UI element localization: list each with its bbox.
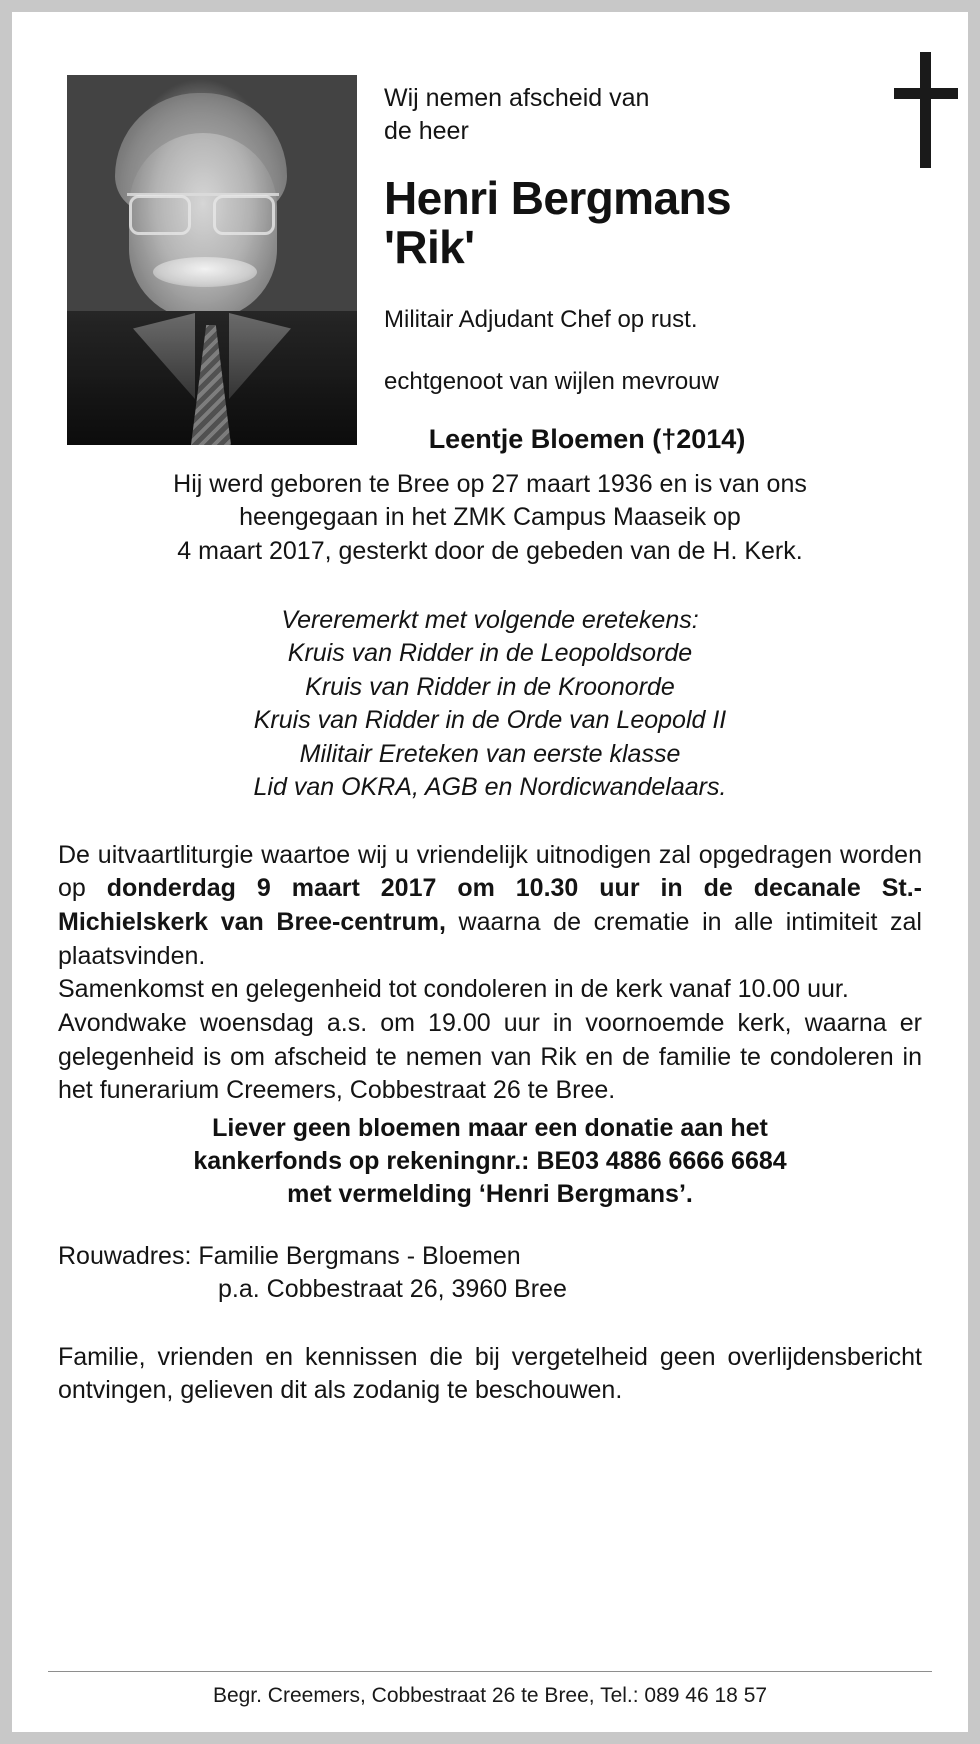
donation-line-1: Liever geen bloemen maar een donatie aan het xyxy=(212,1113,768,1142)
honour-item: Kruis van Ridder in de Leopoldsorde xyxy=(287,639,693,668)
honour-item: Militair Ereteken van eerste klasse xyxy=(299,739,681,768)
farewell-line-1: Wij nemen afscheid van xyxy=(384,84,650,112)
deceased-name xyxy=(384,174,784,272)
biography-line-3: 4 maart 2017, gesterkt door de gebeden van de H. Kerk. xyxy=(177,536,803,565)
biography-line-1: Hij werd geboren te Bree op 27 maart 1936 en is van ons xyxy=(173,470,807,498)
farewell-line-2: de heer xyxy=(384,116,469,145)
mourning-address-line: p.a. Cobbestraat 26, 3960 Bree xyxy=(218,1275,567,1303)
deceased-rank: Militair Adjudant Chef op rust. xyxy=(384,306,698,334)
service-liturgy-paragraph xyxy=(58,839,922,974)
footer-divider xyxy=(48,1671,932,1672)
service-highlight: donderdag 9 maart 2017 om 10.30 uur in de decanale St.- Michielskerk van Bree-centrum, xyxy=(58,874,922,936)
service-vigil-paragraph: Avondwake woensdag a.s. om 19.00 uur in voornoemde kerk, waarna er gelegenheid is om afscheid te nemen van Rik en de familie te condoleren in het funerarium Creemers, Cobbestraat 26 te Bree. xyxy=(58,1008,922,1105)
footer xyxy=(48,1671,932,1708)
mourning-address-label: Rouwadres: Familie Bergmans - Bloemen xyxy=(58,1241,521,1270)
deceased-full-name: Henri Bergmans xyxy=(384,172,731,224)
portrait-photo xyxy=(67,75,357,445)
portrait-moustache xyxy=(153,257,257,287)
death-notice-card xyxy=(12,12,968,1732)
cross-horizontal-bar xyxy=(894,88,958,99)
biography-line-2: heengegaan in het ZMK Campus Maaseik op xyxy=(239,503,741,532)
honour-item: Kruis van Ridder in de Kroonorde xyxy=(305,672,675,701)
service-intro: De uitvaartliturgie waartoe wij u vriendelijk uitnodigen zal opgedragen worden op xyxy=(58,840,922,903)
honours-intro: Vereremerkt met volgende eretekens: xyxy=(281,605,699,634)
closing-note: Familie, vrienden en kennissen die bij vergetelheid geen overlijdensbericht ontvingen, gelieven dit als zodanig te beschouwen. xyxy=(58,1342,922,1405)
donation-line-2: kankerfonds op rekeningnr.: BE03 4886 6666 6684 xyxy=(193,1147,787,1175)
mourning-address-block xyxy=(58,1240,922,1307)
service-after-highlight: waarna de crematie in alle intimiteit zal plaatsvinden. xyxy=(58,908,922,970)
header-text-block xyxy=(384,82,784,455)
card-header xyxy=(12,12,968,455)
service-gathering-paragraph: Samenkomst en gelegenheid tot condoleren in de kerk vanaf 10.00 uur. xyxy=(58,975,849,1004)
cross-vertical-bar xyxy=(920,52,931,168)
honours-block xyxy=(12,604,968,805)
donation-request-block xyxy=(46,1112,934,1212)
service-details-block xyxy=(58,839,922,1108)
farewell-text xyxy=(384,82,784,147)
funeral-home-info: Begr. Creemers, Cobbestraat 26 te Bree, Tel.: 089 46 18 57 xyxy=(212,1684,768,1707)
deceased-nickname: 'Rik' xyxy=(384,221,475,274)
portrait-glasses-left xyxy=(129,195,191,235)
honour-item: Kruis van Ridder in de Orde van Leopold II xyxy=(253,706,727,735)
portrait-glasses-right xyxy=(213,195,275,235)
honour-item: Lid van OKRA, AGB en Nordicwandelaars. xyxy=(253,773,727,802)
donation-line-3: met vermelding ‘Henri Bergmans’. xyxy=(287,1180,693,1209)
spouse-intro: echtgenoot van wijlen mevrouw xyxy=(384,368,719,396)
spouse-name: Leentje Bloemen (†2014) xyxy=(428,424,746,455)
biography-block xyxy=(60,468,920,568)
